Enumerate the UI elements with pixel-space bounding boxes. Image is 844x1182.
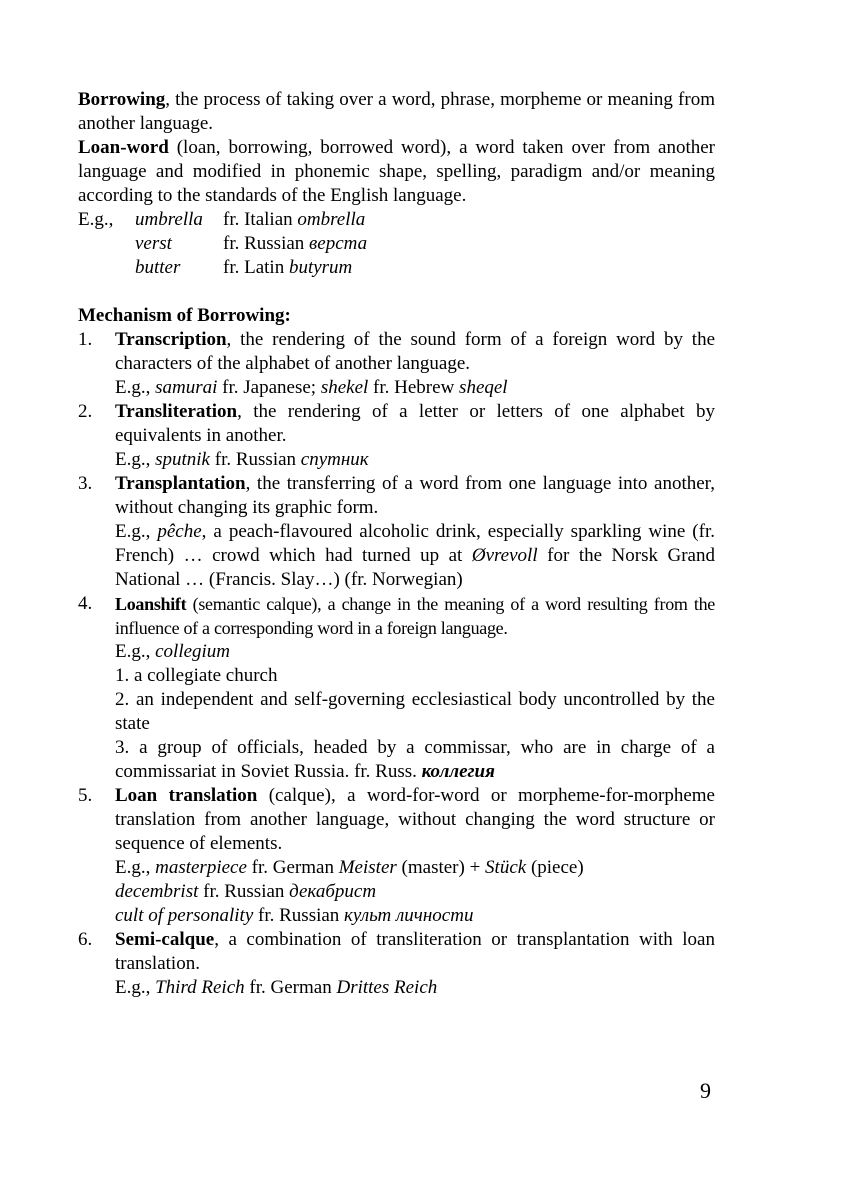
item-number: 1. (78, 329, 93, 350)
example-line: decembrist fr. Russian декабрист (115, 881, 377, 902)
list-item (78, 592, 715, 784)
definition-text: (calque), a word-for-word or morpheme-for-morpheme translation from another language, without changing the word structure or sequence of elements. (115, 785, 715, 854)
sense-item: 2. an independent and self-governing ecclesiastical body uncontrolled by the state (115, 689, 715, 734)
example-row (78, 256, 715, 280)
item-number: 4. (78, 593, 93, 614)
example-line: E.g., Third Reich fr. German Drittes Reich (115, 977, 438, 998)
definition-text: , the rendering of the sound form of a foreign word by the characters of the alphabet of another language. (115, 329, 715, 374)
definition-text: (semantic calque), a change in the meaning of a word resulting from the influence of a corresponding word in a foreign language. (115, 594, 715, 638)
definition-text: , the transferring of a word from one language into another, without changing its graphic form. (115, 473, 715, 518)
list-item (78, 928, 715, 1000)
example-line: E.g., sputnik fr. Russian спутник (115, 449, 369, 470)
definition-text: , the process of taking over a word, phrase, morpheme or meaning from another language. (78, 89, 715, 134)
example-line: E.g., masterpiece fr. German Meister (master) + Stück (piece) (115, 857, 584, 878)
example-line: E.g., pêche, a peach-flavoured alcoholic drink, especially sparkling wine (fr. French) … crowd which had turned up at Øvrevoll for the Norsk Grand National … (Francis. Slay…) (fr. Norwegian) (115, 521, 715, 590)
example-original: ombrella (297, 209, 366, 230)
term: Borrowing (78, 89, 166, 110)
term: Loan-word (78, 137, 169, 158)
example-row (78, 232, 715, 256)
example-line: E.g., collegium (115, 641, 231, 662)
example-line: E.g., samurai fr. Japanese; shekel fr. Hebrew sheqel (115, 377, 508, 398)
item-number: 6. (78, 929, 93, 950)
example-original: butyrum (288, 257, 353, 278)
item-number: 2. (78, 401, 93, 422)
definition-text: , the rendering of a letter or letters of one alphabet by equivalents in another. (115, 401, 715, 446)
term: Loanshift (115, 594, 187, 614)
term: Transcription (115, 329, 227, 350)
example-word: butter (135, 257, 181, 278)
definition-borrowing (78, 88, 715, 136)
term: Loan translation (115, 785, 258, 806)
example-source: fr. Latin (223, 257, 289, 278)
example-word: verst (135, 233, 172, 254)
list-item (78, 784, 715, 928)
section-heading: Mechanism of Borrowing: (78, 305, 291, 326)
definition-text: (loan, borrowing, borrowed word), a word taken over from another language and modified in phonemic shape, spelling, paradigm and/or meaning according to the standards of the English language. (78, 137, 715, 206)
term: Semi-calque (115, 929, 215, 950)
definition-loan-word (78, 136, 715, 208)
example-source: fr. Italian (223, 209, 298, 230)
example-source: fr. Russian (223, 233, 310, 254)
list-item (78, 472, 715, 592)
term: Transliteration (115, 401, 238, 422)
sense-item: 3. a group of officials, headed by a commissar, who are in charge of a commissariat in Soviet Russia. fr. Russ. коллегия (115, 737, 715, 782)
sense-item: 1. a collegiate church (115, 665, 278, 686)
term: Transplantation (115, 473, 246, 494)
list-item (78, 328, 715, 400)
example-lead: E.g., (78, 209, 114, 230)
list-item (78, 400, 715, 472)
example-original: верста (309, 233, 368, 254)
definition-text: , a combination of transliteration or transplantation with loan translation. (115, 929, 715, 974)
document-page (78, 88, 715, 1000)
example-line: cult of personality fr. Russian культ личности (115, 905, 474, 926)
example-row (78, 208, 715, 232)
page-number: 9 (700, 1078, 711, 1103)
item-number: 5. (78, 785, 93, 806)
example-word: umbrella (135, 209, 203, 230)
item-number: 3. (78, 473, 93, 494)
